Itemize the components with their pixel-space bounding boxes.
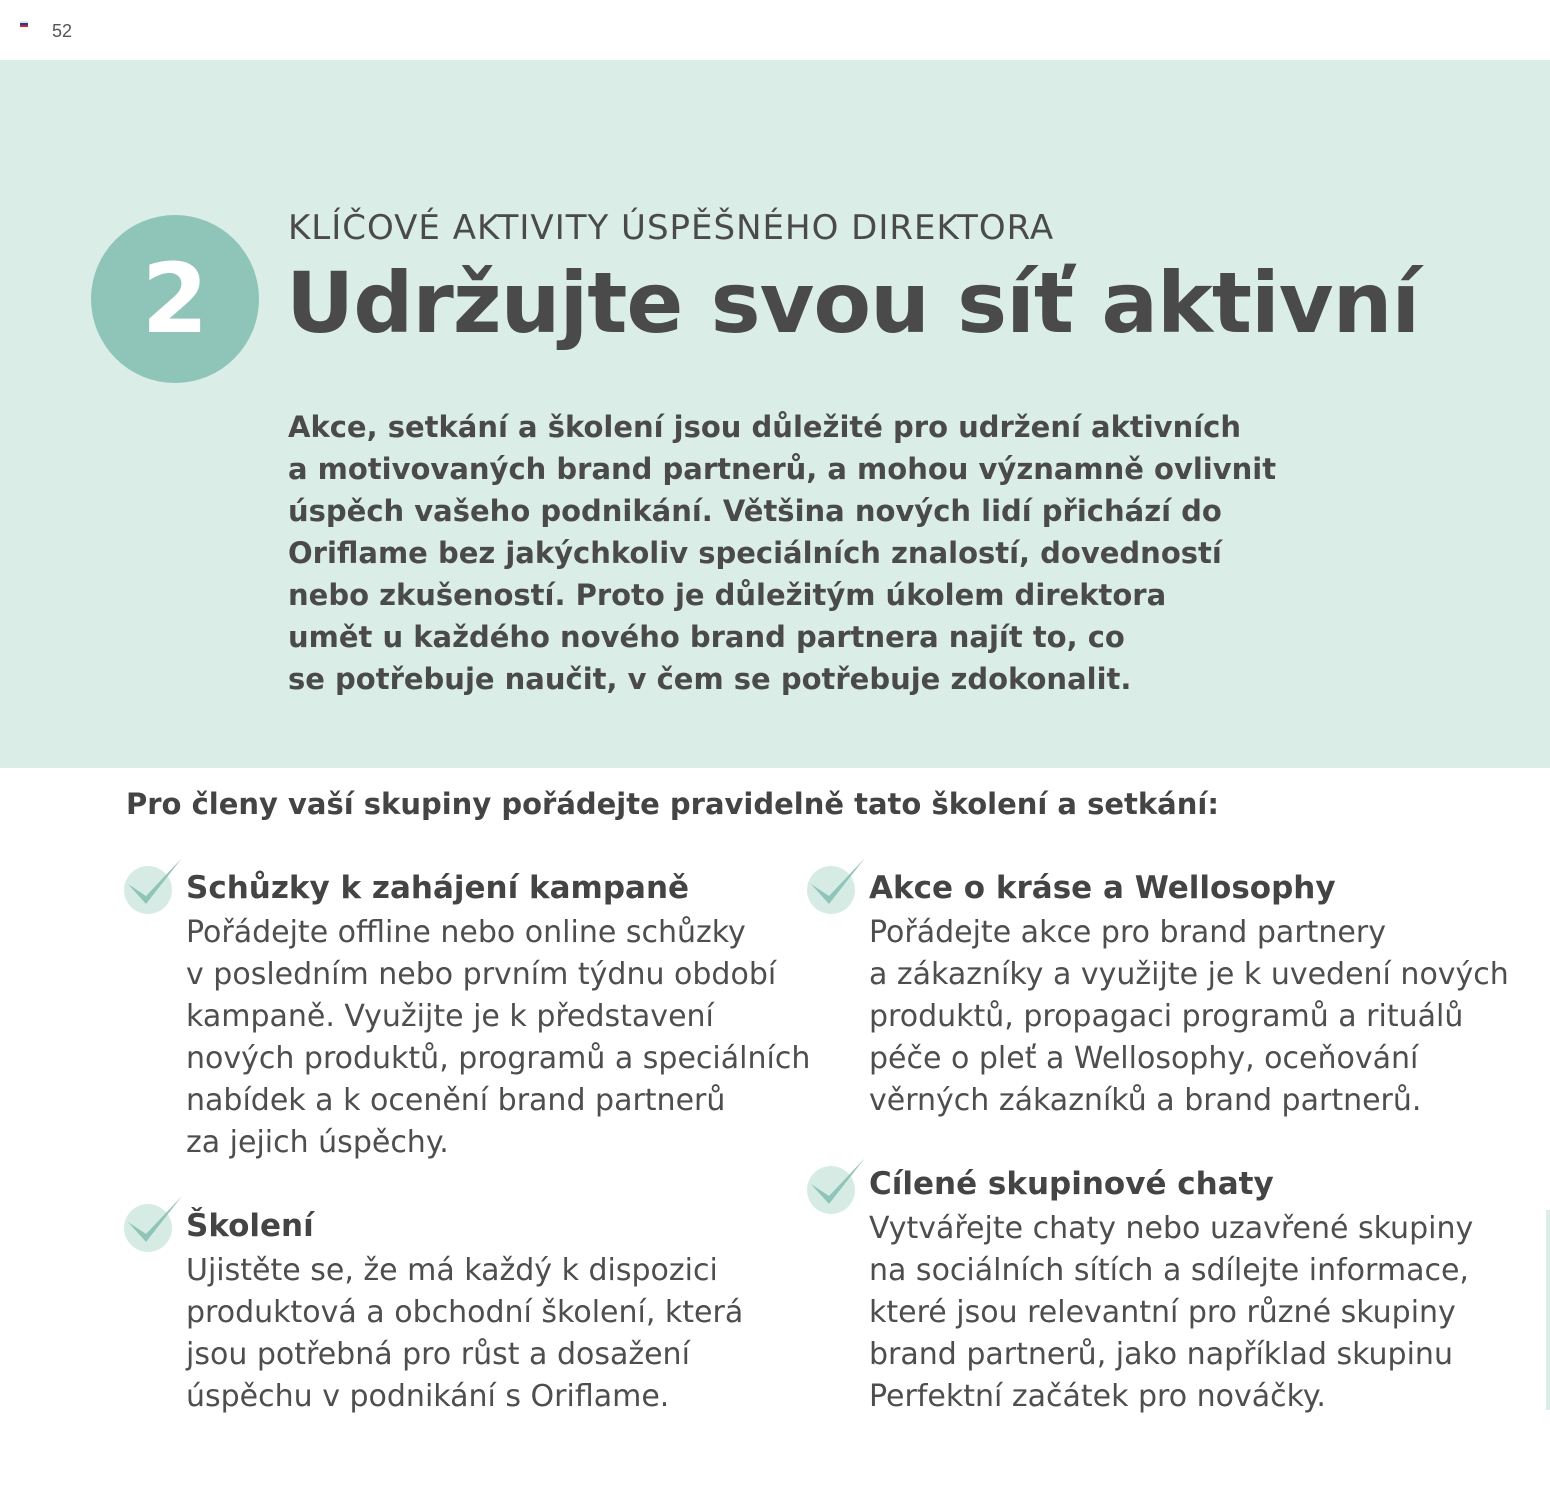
- item-line: produktů, propagaci programů a rituálů: [869, 999, 1464, 1034]
- page-edge-accent: [1546, 1210, 1550, 1410]
- item-line: a zákazníky a využijte je k uvedení nových: [869, 957, 1509, 992]
- section-kicker: KLÍČOVÉ AKTIVITY ÚSPĚŠNÉHO DIREKTORA: [288, 208, 1055, 248]
- item-line: jsou potřebná pro růst a dosažení: [186, 1337, 690, 1372]
- item-line: Ujistěte se, že má každý k dispozici: [186, 1253, 718, 1288]
- page-title: Udržujte svou síť aktivní: [286, 254, 1420, 352]
- item-line: za jejich úspěchy.: [186, 1125, 449, 1160]
- checkmark-icon: [120, 1192, 184, 1256]
- intro-line: a motivovaných brand partnerů, a mohou významně ovlivnit: [288, 452, 1277, 486]
- intro-line: úspěch vašeho podnikání. Většina nových lidí přichází do: [288, 494, 1222, 528]
- checkmark-icon: [120, 854, 184, 918]
- intro-line: umět u každého nového brand partnera najít to, co: [288, 620, 1125, 654]
- item-line: péče o pleť a Wellosophy, oceňování: [869, 1041, 1419, 1076]
- intro-line: Akce, setkání a školení jsou důležité pro udržení aktivních: [288, 410, 1242, 444]
- step-number-badge: 2: [91, 215, 259, 383]
- item-title: Školení: [186, 1208, 314, 1244]
- item-line: Perfektní začátek pro nováčky.: [869, 1379, 1326, 1414]
- item-title: Schůzky k zahájení kampaně: [186, 870, 690, 906]
- item-line: nabídek a k ocenění brand partnerů: [186, 1083, 726, 1118]
- item-line: Vytvářejte chaty nebo uzavřené skupiny: [869, 1211, 1474, 1246]
- item-line: produktová a obchodní školení, která: [186, 1295, 744, 1330]
- item-line: kampaně. Využijte je k představení: [186, 999, 714, 1034]
- intro-paragraph: [288, 406, 1277, 700]
- language-flag-icon: [20, 21, 28, 27]
- page-header: [0, 0, 1550, 60]
- item-body: [869, 912, 1509, 1122]
- checkmark-icon: [803, 1154, 867, 1218]
- section-subhead: Pro členy vaší skupiny pořádejte pravidelně tato školení a setkání:: [126, 787, 1219, 821]
- item-line: věrných zákazníků a brand partnerů.: [869, 1083, 1422, 1118]
- item-line: Pořádejte akce pro brand partnery: [869, 915, 1386, 950]
- item-line: nových produktů, programů a speciálních: [186, 1041, 811, 1076]
- item-line: které jsou relevantní pro různé skupiny: [869, 1295, 1456, 1330]
- item-body: [186, 1250, 743, 1418]
- intro-line: Oriflame bez jakýchkoliv speciálních znalostí, dovedností: [288, 536, 1222, 570]
- item-body: [186, 912, 810, 1164]
- item-line: Pořádejte offline nebo online schůzky: [186, 915, 746, 950]
- intro-line: nebo zkušeností. Proto je důležitým úkolem direktora: [288, 578, 1167, 612]
- item-line: na sociálních sítích a sdílejte informace,: [869, 1253, 1469, 1288]
- checkmark-icon: [803, 854, 867, 918]
- intro-line: se potřebuje naučit, v čem se potřebuje zdokonalit.: [288, 662, 1132, 696]
- item-body: [869, 1208, 1473, 1418]
- item-line: brand partnerů, jako například skupinu: [869, 1337, 1453, 1372]
- item-title: Cílené skupinové chaty: [869, 1166, 1274, 1202]
- page-number: 52: [52, 21, 73, 41]
- item-line: úspěchu v podnikání s Oriflame.: [186, 1379, 670, 1414]
- item-line: v posledním nebo prvním týdnu období: [186, 957, 777, 992]
- item-title: Akce o kráse a Wellosophy: [869, 870, 1336, 906]
